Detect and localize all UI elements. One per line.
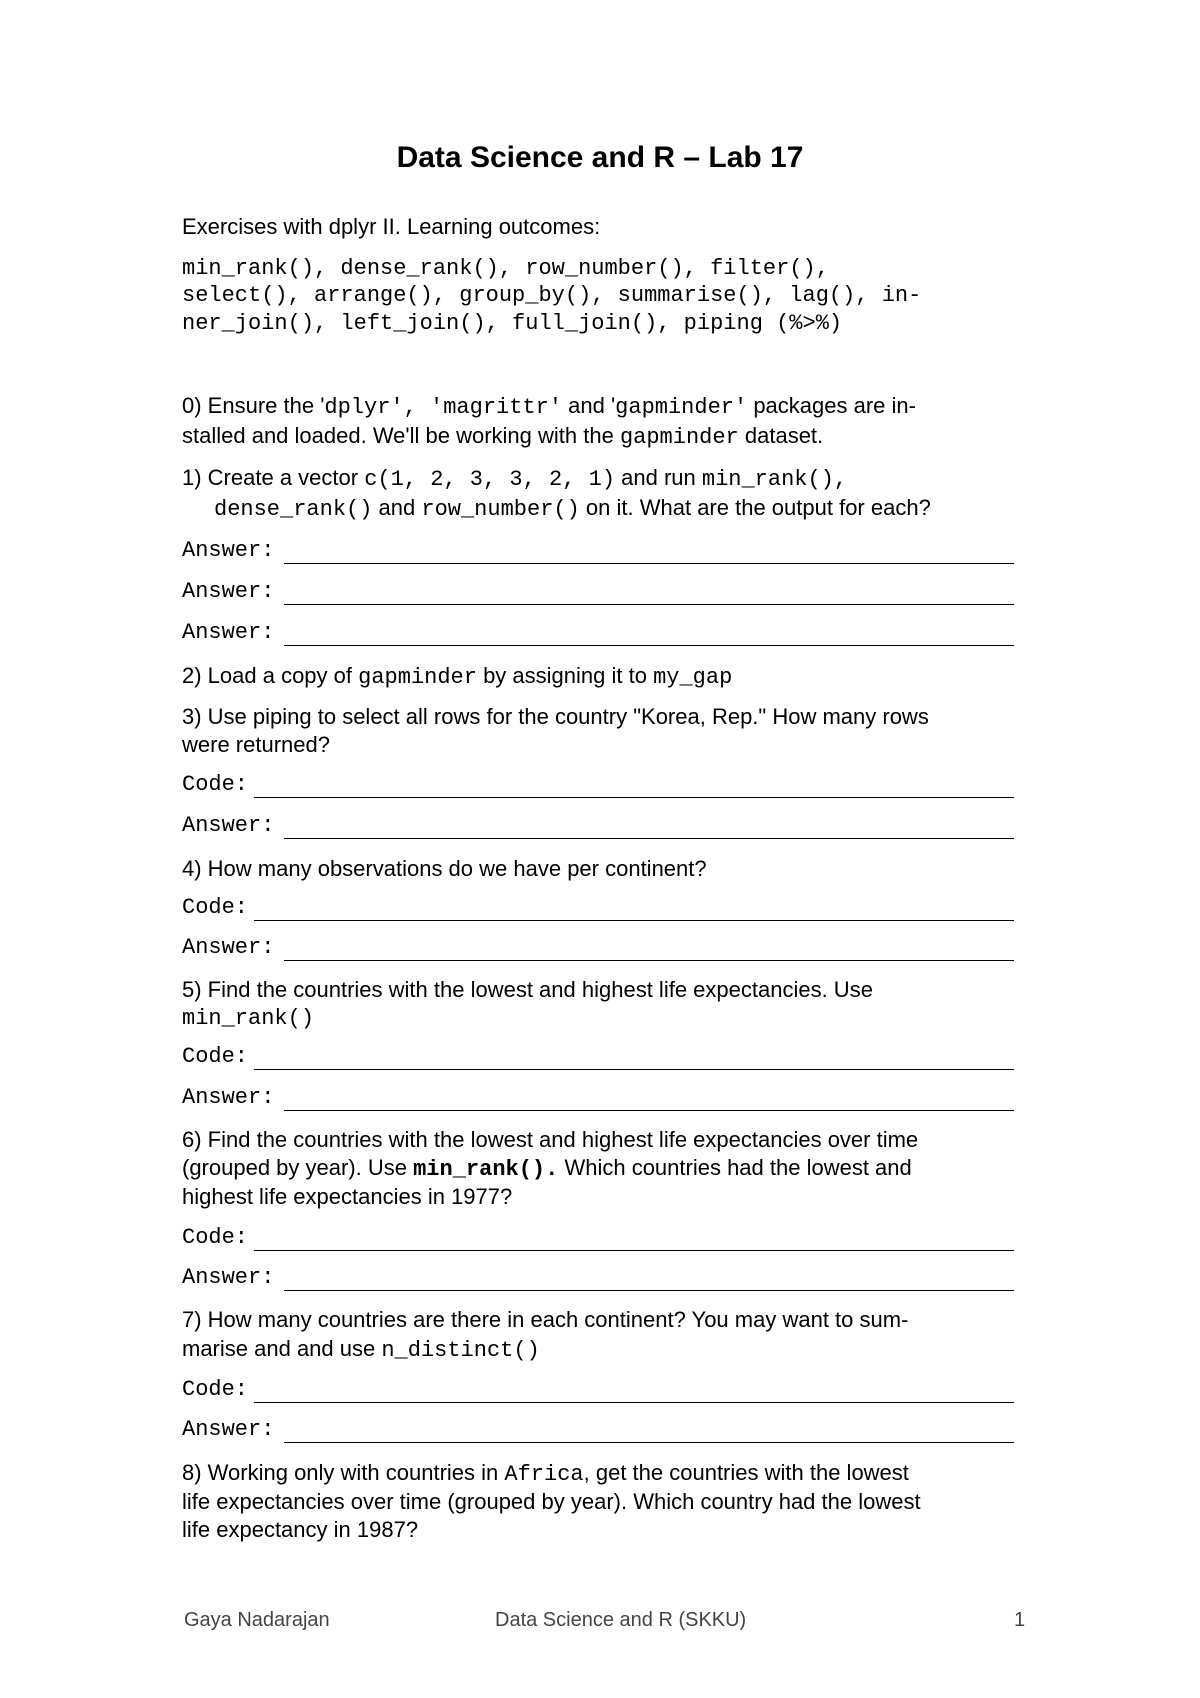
question-6-line-3: highest life expectancies in 1977? [182,1184,513,1209]
question-8-line-1: 8) Working only with countries in Africa, get the countries with the lowest [182,1460,909,1487]
question-8-line-2: life expectancies over time (grouped by year). Which country had the lowest [182,1489,921,1514]
answer-label: Answer: [182,579,275,604]
answer-line[interactable] [284,838,1014,839]
question-1-line-1: 1) Create a vector c(1, 2, 3, 3, 2, 1) and run min_rank(), [182,465,848,492]
code-line[interactable] [254,920,1014,921]
footer-page-number: 1 [1014,1609,1026,1631]
question-6-line-1: 6) Find the countries with the lowest and highest life expectancies over time [182,1127,919,1152]
code-label: Code: [182,772,249,797]
code-label: Code: [182,1377,249,1402]
answer-label: Answer: [182,1417,275,1442]
question-0-line-1: 0) Ensure the 'dplyr', 'magrittr' and 'gapminder' packages are in- [182,393,916,420]
outcomes-line-2: select(), arrange(), group_by(), summarise(), lag(), in- [182,283,922,308]
question-3-line-1: 3) Use piping to select all rows for the country "Korea, Rep." How many rows [182,704,929,729]
question-5-line-1: 5) Find the countries with the lowest and highest life expectancies. Use [182,977,873,1002]
answer-label: Answer: [182,1085,275,1110]
code-line[interactable] [254,797,1014,798]
answer-line[interactable] [284,1442,1014,1443]
outcomes-line-3: ner_join(), left_join(), full_join(), piping (%>%) [182,311,843,336]
question-7-line-2: marise and and use n_distinct() [182,1336,540,1363]
answer-line[interactable] [284,604,1014,605]
question-0-line-2: stalled and loaded. We'll be working with the gapminder dataset. [182,423,824,450]
answer-line[interactable] [284,960,1014,961]
question-4: 4) How many observations do we have per continent? [182,856,707,881]
answer-label: Answer: [182,935,275,960]
code-label: Code: [182,1044,249,1069]
question-5-line-2: min_rank() [182,1006,315,1031]
answer-line[interactable] [284,645,1014,646]
answer-line[interactable] [284,563,1014,564]
answer-line[interactable] [284,1110,1014,1111]
code-label: Code: [182,1225,249,1250]
intro-text: Exercises with dplyr II. Learning outcomes: [182,214,601,239]
code-line[interactable] [254,1250,1014,1251]
footer-course: Data Science and R (SKKU) [495,1609,747,1631]
code-line[interactable] [254,1402,1014,1403]
code-label: Code: [182,895,249,920]
question-7-line-1: 7) How many countries are there in each continent? You may want to sum- [182,1307,909,1332]
question-8-line-3: life expectancy in 1987? [182,1517,419,1542]
question-2: 2) Load a copy of gapminder by assigning it to my_gap [182,663,733,690]
answer-line[interactable] [284,1290,1014,1291]
footer-author: Gaya Nadarajan [184,1609,330,1631]
answer-label: Answer: [182,538,275,563]
question-3-line-2: were returned? [182,732,330,757]
answer-label: Answer: [182,813,275,838]
question-6-line-2: (grouped by year). Use min_rank(). Which countries had the lowest and [182,1155,912,1182]
code-line[interactable] [254,1069,1014,1070]
outcomes-line-1: min_rank(), dense_rank(), row_number(), filter(), [182,256,829,281]
answer-label: Answer: [182,620,275,645]
answer-label: Answer: [182,1265,275,1290]
page-title: Data Science and R – Lab 17 [396,141,804,174]
question-1-line-2: dense_rank() and row_number() on it. What are the output for each? [214,495,931,522]
